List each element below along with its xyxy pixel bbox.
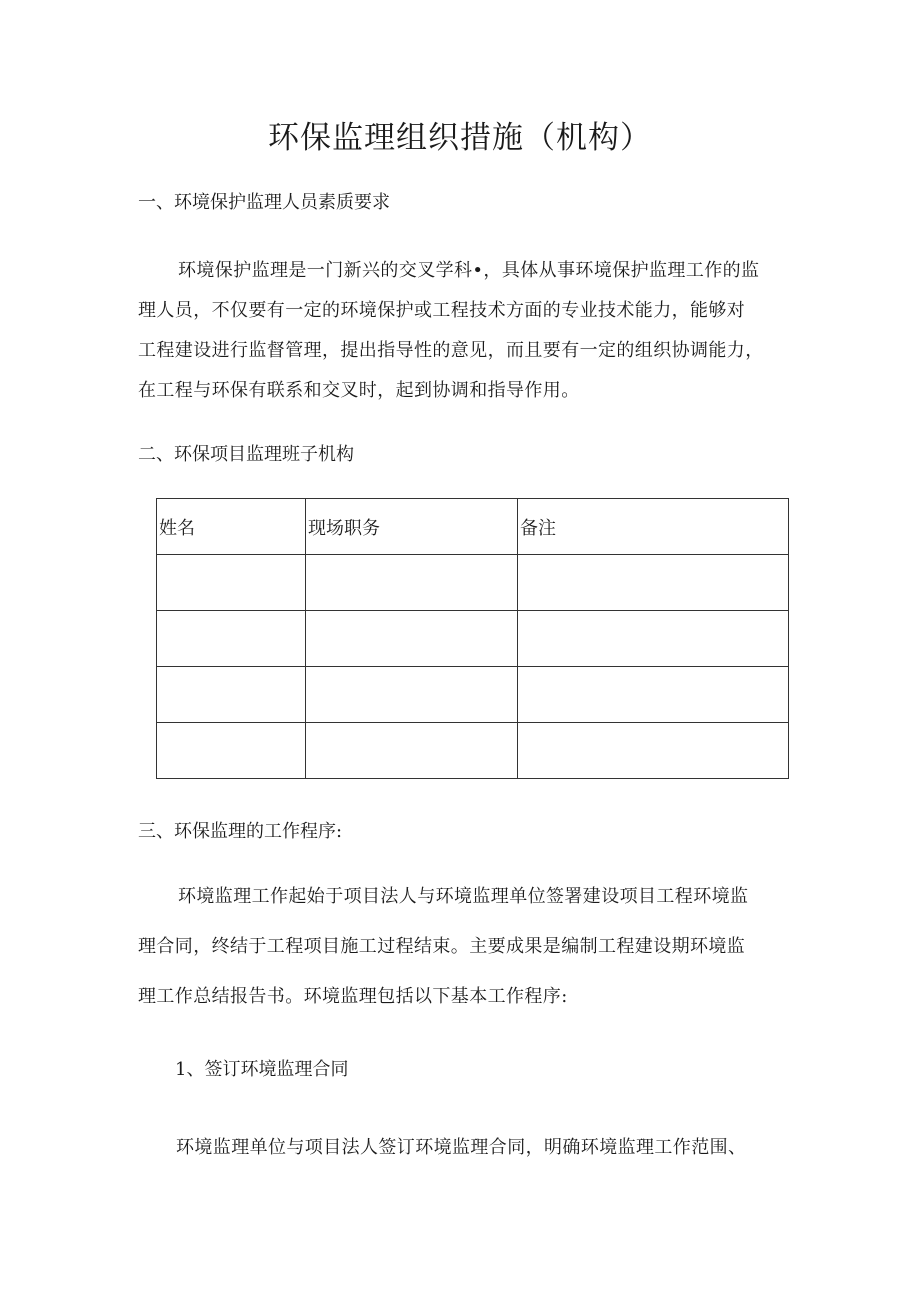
header-remarks: 备注 [518, 499, 789, 555]
section-heading-1: 一、环境保护监理人员素质要求 [138, 192, 390, 213]
table-cell [518, 667, 789, 723]
table-cell [518, 555, 789, 611]
table-row [157, 611, 789, 667]
table-header-row [157, 499, 789, 555]
paragraph-line: 理工作总结报告书。环境监理包括以下基本工作程序: [138, 986, 568, 1007]
section-heading-2: 二、环保项目监理班子机构 [138, 444, 354, 465]
table-cell [306, 723, 518, 779]
paragraph-line: 理人员，不仅要有一定的环境保护或工程技术方面的专业技术能力，能够对 [138, 300, 746, 321]
table-cell [157, 611, 306, 667]
section-heading-3: 三、环保监理的工作程序: [138, 821, 343, 842]
table-cell [157, 723, 306, 779]
document-title: 环保监理组织措施（机构） [268, 120, 652, 156]
paragraph-line: 环境监理单位与项目法人签订环境监理合同，明确环境监理工作范围、 [176, 1137, 747, 1158]
paragraph-line: 在工程与环保有联系和交叉时，起到协调和指导作用。 [138, 380, 580, 401]
staff-table [156, 498, 789, 779]
table-row [157, 555, 789, 611]
paragraph-line: 环境监理工作起始于项目法人与环境监理单位签署建设项目工程环境监 [178, 886, 749, 907]
paragraph-line: 环境保护监理是一门新兴的交叉学科•，具体从事环境保护监理工作的监 [178, 260, 760, 281]
table-cell [157, 667, 306, 723]
table-cell [306, 611, 518, 667]
table-cell [518, 723, 789, 779]
table-cell [306, 555, 518, 611]
step-heading-1: 1、签订环境监理合同 [175, 1059, 349, 1080]
table-cell [157, 555, 306, 611]
table-cell [306, 667, 518, 723]
table-cell [518, 611, 789, 667]
table-row [157, 667, 789, 723]
header-name: 姓名 [157, 499, 306, 555]
header-position: 现场职务 [306, 499, 518, 555]
table-row [157, 723, 789, 779]
paragraph-line: 理合同，终结于工程项目施工过程结束。主要成果是编制工程建设期环境监 [138, 936, 746, 957]
paragraph-line: 工程建设进行监督管理，提出指导性的意见，而且要有一定的组织协调能力， [138, 340, 764, 361]
